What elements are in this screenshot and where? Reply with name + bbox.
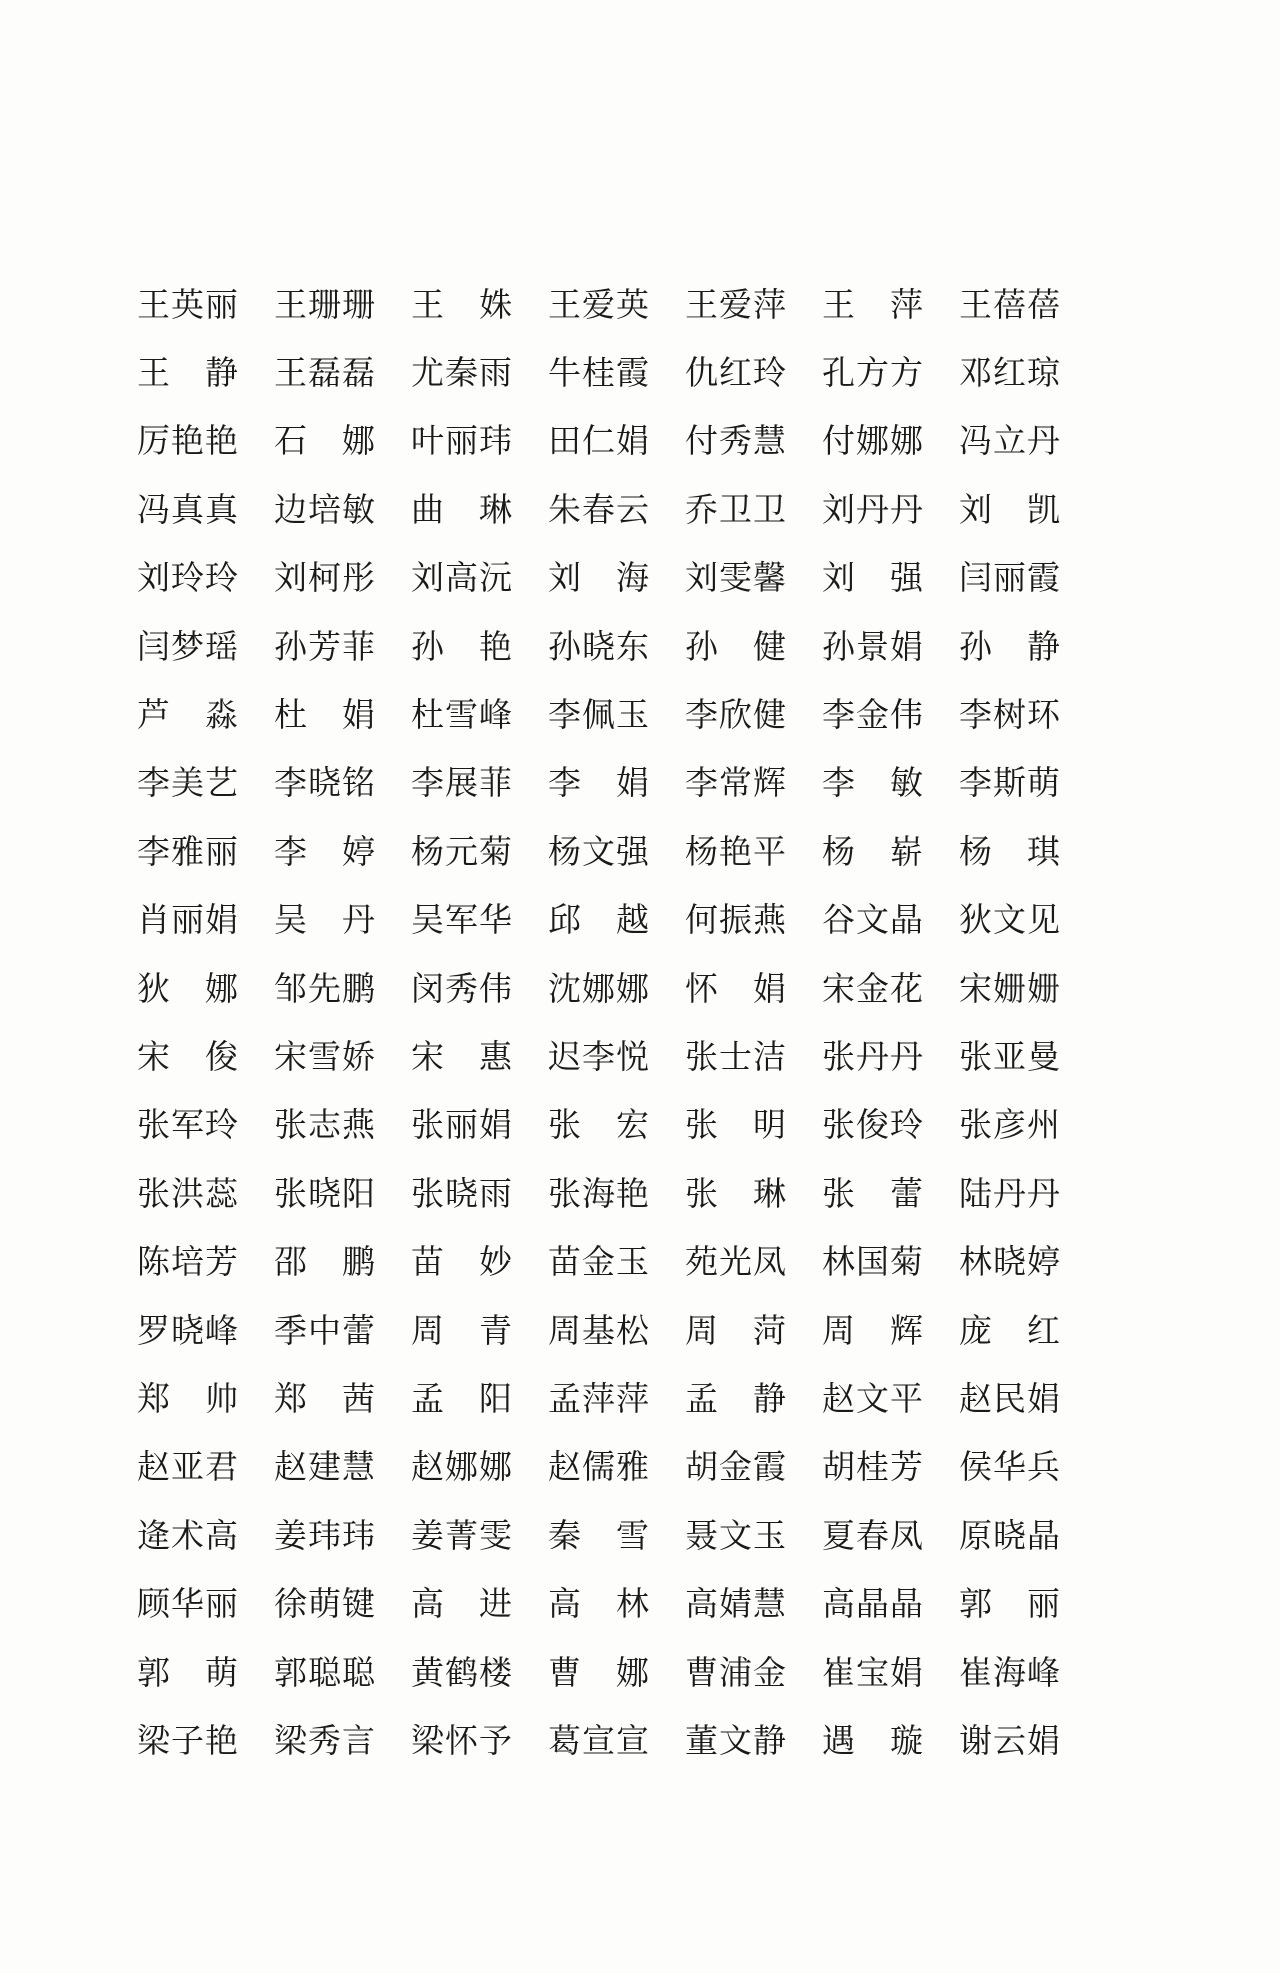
name-row bbox=[137, 1091, 1067, 1159]
name-row bbox=[137, 1364, 1067, 1432]
name-entry: 张 蕾 bbox=[822, 1173, 924, 1213]
name-entry: 宋 雪 娇 bbox=[274, 1036, 376, 1076]
name-entry: 闵 秀 伟 bbox=[411, 968, 513, 1008]
name-entry: 刘 海 bbox=[548, 558, 650, 598]
name-entry: 周 辉 bbox=[822, 1310, 924, 1350]
name-entry: 苗 金 玉 bbox=[548, 1242, 650, 1282]
name-entry: 边 培 敏 bbox=[274, 489, 376, 529]
name-entry: 张 亚 曼 bbox=[959, 1036, 1061, 1076]
name-entry: 董 文 静 bbox=[685, 1720, 787, 1760]
name-entry: 闫 丽 霞 bbox=[959, 558, 1061, 598]
name-entry: 张 丽 娟 bbox=[411, 1105, 513, 1145]
name-entry: 秦 雪 bbox=[548, 1515, 650, 1555]
name-entry: 谷 文 晶 bbox=[822, 900, 924, 940]
name-entry: 杨 艳 平 bbox=[685, 831, 787, 871]
name-entry: 迟 李 悦 bbox=[548, 1036, 650, 1076]
name-entry: 乔 卫 卫 bbox=[685, 489, 787, 529]
name-entry: 李 金 伟 bbox=[822, 695, 924, 735]
name-entry: 黄 鹤 楼 bbox=[411, 1652, 513, 1692]
name-entry: 尤 秦 雨 bbox=[411, 353, 513, 393]
name-entry: 郭 萌 bbox=[137, 1652, 239, 1692]
name-entry: 张 志 燕 bbox=[274, 1105, 376, 1145]
name-row bbox=[137, 1022, 1067, 1090]
name-entry: 曹 浦 金 bbox=[685, 1652, 787, 1692]
name-entry: 李 欣 健 bbox=[685, 695, 787, 735]
name-entry: 张 晓 阳 bbox=[274, 1173, 376, 1213]
name-entry: 王 磊 磊 bbox=[274, 353, 376, 393]
name-entry: 苑 光 凤 bbox=[685, 1242, 787, 1282]
name-entry: 罗 晓 峰 bbox=[137, 1310, 239, 1350]
name-entry: 聂 文 玉 bbox=[685, 1515, 787, 1555]
name-entry: 顾 华 丽 bbox=[137, 1584, 239, 1624]
name-entry: 赵 民 娟 bbox=[959, 1378, 1061, 1418]
name-entry: 厉 艳 艳 bbox=[137, 421, 239, 461]
name-entry: 逄 术 高 bbox=[137, 1515, 239, 1555]
name-entry: 宋 惠 bbox=[411, 1036, 513, 1076]
name-entry: 葛 宣 宣 bbox=[548, 1720, 650, 1760]
name-entry: 周 青 bbox=[411, 1310, 513, 1350]
name-entry: 李 展 菲 bbox=[411, 763, 513, 803]
name-entry: 周 菏 bbox=[685, 1310, 787, 1350]
name-entry: 叶 丽 玮 bbox=[411, 421, 513, 461]
name-row bbox=[137, 544, 1067, 612]
name-row bbox=[137, 270, 1067, 338]
name-entry: 张 海 艳 bbox=[548, 1173, 650, 1213]
name-entry: 张 俊 玲 bbox=[822, 1105, 924, 1145]
name-entry: 刘 丹 丹 bbox=[822, 489, 924, 529]
name-entry: 李 美 艺 bbox=[137, 763, 239, 803]
name-entry: 崔 宝 娟 bbox=[822, 1652, 924, 1692]
name-list bbox=[137, 270, 1067, 1775]
name-entry: 徐 萌 键 bbox=[274, 1584, 376, 1624]
name-entry: 胡 金 霞 bbox=[685, 1447, 787, 1487]
name-row bbox=[137, 1227, 1067, 1295]
name-entry: 原 晓 晶 bbox=[959, 1515, 1061, 1555]
name-entry: 牛 桂 霞 bbox=[548, 353, 650, 393]
name-row bbox=[137, 954, 1067, 1022]
name-entry: 孟 阳 bbox=[411, 1378, 513, 1418]
name-entry: 李 敏 bbox=[822, 763, 924, 803]
name-row bbox=[137, 680, 1067, 748]
name-entry: 王 爱 萍 bbox=[685, 284, 787, 324]
name-entry: 陈 培 芳 bbox=[137, 1242, 239, 1282]
name-entry: 赵 建 慧 bbox=[274, 1447, 376, 1487]
name-entry: 闫 梦 瑶 bbox=[137, 626, 239, 666]
name-entry: 宋 金 花 bbox=[822, 968, 924, 1008]
name-entry: 侯 华 兵 bbox=[959, 1447, 1061, 1487]
name-entry: 沈 娜 娜 bbox=[548, 968, 650, 1008]
name-entry: 刘 高 沅 bbox=[411, 558, 513, 598]
name-entry: 陆 丹 丹 bbox=[959, 1173, 1061, 1213]
name-entry: 何 振 燕 bbox=[685, 900, 787, 940]
name-row bbox=[137, 407, 1067, 475]
name-entry: 季 中 蕾 bbox=[274, 1310, 376, 1350]
name-row bbox=[137, 612, 1067, 680]
name-entry: 狄 娜 bbox=[137, 968, 239, 1008]
name-entry: 梁 子 艳 bbox=[137, 1720, 239, 1760]
name-entry: 胡 桂 芳 bbox=[822, 1447, 924, 1487]
name-entry: 李 斯 萌 bbox=[959, 763, 1061, 803]
name-entry: 邹 先 鹏 bbox=[274, 968, 376, 1008]
name-entry: 姜 菁 雯 bbox=[411, 1515, 513, 1555]
name-entry: 李 佩 玉 bbox=[548, 695, 650, 735]
name-row bbox=[137, 1638, 1067, 1706]
name-row bbox=[137, 817, 1067, 885]
name-entry: 李 婷 bbox=[274, 831, 376, 871]
name-row bbox=[137, 1433, 1067, 1501]
name-entry: 李 常 辉 bbox=[685, 763, 787, 803]
name-entry: 李 娟 bbox=[548, 763, 650, 803]
name-row bbox=[137, 1706, 1067, 1774]
name-entry: 王 静 bbox=[137, 353, 239, 393]
name-entry: 孟 静 bbox=[685, 1378, 787, 1418]
name-entry: 吴 军 华 bbox=[411, 900, 513, 940]
name-entry: 刘 雯 馨 bbox=[685, 558, 787, 598]
name-row bbox=[137, 338, 1067, 406]
name-entry: 高 进 bbox=[411, 1584, 513, 1624]
name-entry: 朱 春 云 bbox=[548, 489, 650, 529]
name-entry: 庞 红 bbox=[959, 1310, 1061, 1350]
name-entry: 肖 丽 娟 bbox=[137, 900, 239, 940]
name-entry: 赵 儒 雅 bbox=[548, 1447, 650, 1487]
name-entry: 怀 娟 bbox=[685, 968, 787, 1008]
name-entry: 谢 云 娟 bbox=[959, 1720, 1061, 1760]
name-entry: 赵 文 平 bbox=[822, 1378, 924, 1418]
name-entry: 孙 景 娟 bbox=[822, 626, 924, 666]
name-entry: 遇 璇 bbox=[822, 1720, 924, 1760]
name-entry: 郭 聪 聪 bbox=[274, 1652, 376, 1692]
name-entry: 郭 丽 bbox=[959, 1584, 1061, 1624]
name-entry: 李 雅 丽 bbox=[137, 831, 239, 871]
name-entry: 孔 方 方 bbox=[822, 353, 924, 393]
name-entry: 张 丹 丹 bbox=[822, 1036, 924, 1076]
name-entry: 田 仁 娟 bbox=[548, 421, 650, 461]
name-row bbox=[137, 475, 1067, 543]
name-entry: 孙 芳 菲 bbox=[274, 626, 376, 666]
name-entry: 杜 雪 峰 bbox=[411, 695, 513, 735]
name-entry: 孙 艳 bbox=[411, 626, 513, 666]
name-entry: 仇 红 玲 bbox=[685, 353, 787, 393]
name-entry: 芦 淼 bbox=[137, 695, 239, 735]
name-entry: 苗 妙 bbox=[411, 1242, 513, 1282]
name-entry: 宋 俊 bbox=[137, 1036, 239, 1076]
name-entry: 王 萍 bbox=[822, 284, 924, 324]
name-entry: 高 林 bbox=[548, 1584, 650, 1624]
name-entry: 杨 崭 bbox=[822, 831, 924, 871]
name-entry: 刘 强 bbox=[822, 558, 924, 598]
name-entry: 宋 姗 姗 bbox=[959, 968, 1061, 1008]
name-entry: 杜 娟 bbox=[274, 695, 376, 735]
name-entry: 周 基 松 bbox=[548, 1310, 650, 1350]
name-entry: 梁 秀 言 bbox=[274, 1720, 376, 1760]
name-entry: 孙 健 bbox=[685, 626, 787, 666]
name-entry: 张 琳 bbox=[685, 1173, 787, 1213]
name-entry: 王 珊 珊 bbox=[274, 284, 376, 324]
name-entry: 夏 春 凤 bbox=[822, 1515, 924, 1555]
name-entry: 吴 丹 bbox=[274, 900, 376, 940]
name-entry: 刘 柯 彤 bbox=[274, 558, 376, 598]
name-entry: 石 娜 bbox=[274, 421, 376, 461]
name-entry: 张 晓 雨 bbox=[411, 1173, 513, 1213]
name-entry: 付 娜 娜 bbox=[822, 421, 924, 461]
name-entry: 李 晓 铭 bbox=[274, 763, 376, 803]
name-entry: 王 爱 英 bbox=[548, 284, 650, 324]
name-entry: 付 秀 慧 bbox=[685, 421, 787, 461]
name-entry: 杨 琪 bbox=[959, 831, 1061, 871]
name-entry: 王 蓓 蓓 bbox=[959, 284, 1061, 324]
name-entry: 林 晓 婷 bbox=[959, 1242, 1061, 1282]
name-entry: 崔 海 峰 bbox=[959, 1652, 1061, 1692]
name-entry: 梁 怀 予 bbox=[411, 1720, 513, 1760]
name-entry: 赵 娜 娜 bbox=[411, 1447, 513, 1487]
name-entry: 张 洪 蕊 bbox=[137, 1173, 239, 1213]
name-row bbox=[137, 886, 1067, 954]
name-entry: 孟 萍 萍 bbox=[548, 1378, 650, 1418]
name-entry: 狄 文 见 bbox=[959, 900, 1061, 940]
name-entry: 王 姝 bbox=[411, 284, 513, 324]
name-entry: 王 英 丽 bbox=[137, 284, 239, 324]
name-entry: 曹 娜 bbox=[548, 1652, 650, 1692]
name-entry: 冯 立 丹 bbox=[959, 421, 1061, 461]
name-entry: 张 军 玲 bbox=[137, 1105, 239, 1145]
name-entry: 孙 晓 东 bbox=[548, 626, 650, 666]
name-entry: 邓 红 琼 bbox=[959, 353, 1061, 393]
name-entry: 高 晶 晶 bbox=[822, 1584, 924, 1624]
name-entry: 杨 文 强 bbox=[548, 831, 650, 871]
name-entry: 杨 元 菊 bbox=[411, 831, 513, 871]
name-row bbox=[137, 1501, 1067, 1569]
name-entry: 赵 亚 君 bbox=[137, 1447, 239, 1487]
name-entry: 刘 玲 玲 bbox=[137, 558, 239, 598]
name-row bbox=[137, 1296, 1067, 1364]
name-entry: 孙 静 bbox=[959, 626, 1061, 666]
name-entry: 郑 帅 bbox=[137, 1378, 239, 1418]
name-row bbox=[137, 1159, 1067, 1227]
name-entry: 郑 茜 bbox=[274, 1378, 376, 1418]
name-entry: 刘 凯 bbox=[959, 489, 1061, 529]
name-entry: 姜 玮 玮 bbox=[274, 1515, 376, 1555]
name-entry: 张 明 bbox=[685, 1105, 787, 1145]
name-entry: 冯 真 真 bbox=[137, 489, 239, 529]
name-entry: 邵 鹏 bbox=[274, 1242, 376, 1282]
name-entry: 李 树 环 bbox=[959, 695, 1061, 735]
name-entry: 曲 琳 bbox=[411, 489, 513, 529]
name-entry: 邱 越 bbox=[548, 900, 650, 940]
name-row bbox=[137, 1569, 1067, 1637]
name-entry: 张 士 洁 bbox=[685, 1036, 787, 1076]
name-entry: 林 国 菊 bbox=[822, 1242, 924, 1282]
name-entry: 张 彦 州 bbox=[959, 1105, 1061, 1145]
name-entry: 张 宏 bbox=[548, 1105, 650, 1145]
name-row bbox=[137, 749, 1067, 817]
name-entry: 高 婧 慧 bbox=[685, 1584, 787, 1624]
